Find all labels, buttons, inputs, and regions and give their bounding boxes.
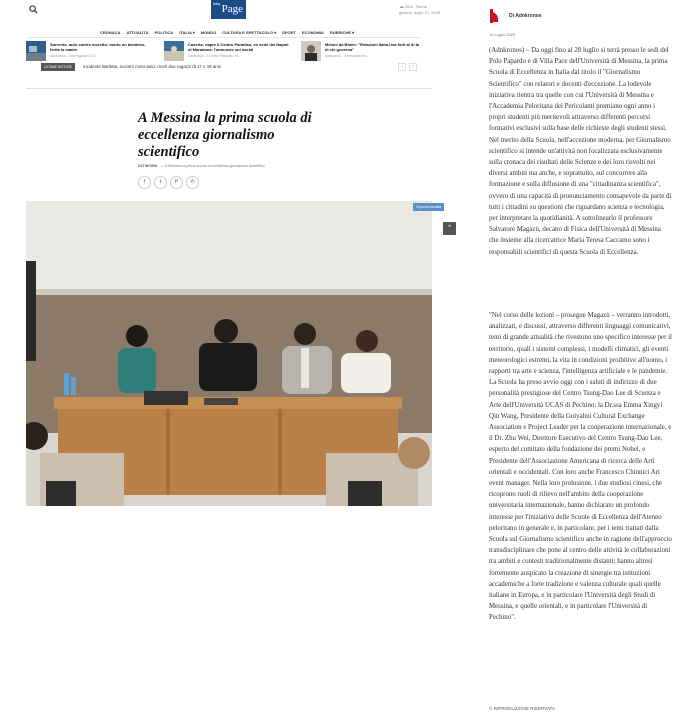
top-bar xyxy=(0,0,468,24)
copyright-notice: © RIPRODUZIONE RISERVATA xyxy=(489,706,556,711)
author-name[interactable]: Di Adnkronos xyxy=(509,13,542,19)
weather-date: giovedì, luglio 17, 2025 xyxy=(399,10,441,15)
news-item[interactable] xyxy=(301,41,420,61)
breadcrumb xyxy=(138,164,265,168)
twitter-icon[interactable]: t xyxy=(154,176,167,189)
logo-prefix: Italy xyxy=(213,1,221,6)
ticker-text[interactable]: Incidente Barletta, scontro moto-auto: morti due ragazzi di 17 e 19 anni xyxy=(83,64,222,69)
article-sidebar xyxy=(468,0,691,721)
news-thumbnail[interactable] xyxy=(164,41,184,61)
news-title[interactable]: Sorrento, auto contro muretto: morto un bambino, ferita la madre xyxy=(50,42,146,52)
nav-item-sport[interactable]: SPORT xyxy=(282,29,296,35)
nav-item-cronaca[interactable]: CRONACA xyxy=(100,29,121,35)
whatsapp-icon[interactable]: ✆ xyxy=(186,176,199,189)
nav-item-italia[interactable]: ITALIA ▾ xyxy=(179,29,195,35)
facebook-icon[interactable]: f xyxy=(138,176,151,189)
news-item[interactable] xyxy=(164,41,292,61)
share-bar xyxy=(138,176,199,189)
chevron-up-icon: ⌃ xyxy=(446,225,453,232)
news-title[interactable]: Caserta, riapre il Centro Paradiso, ex sede del Napoli di Maradona: l'annuncio sui social xyxy=(188,42,289,52)
breadcrumb-text: — A Messina la prima scuola di eccellenza giornalismo scientifico xyxy=(160,164,265,168)
nav-divider xyxy=(26,37,420,38)
weather-widget xyxy=(399,4,440,16)
news-thumbnail[interactable] xyxy=(26,41,46,61)
article-paragraph: (Adnkronos) – Da oggi fino al 28 luglio si terrà presso le sedi del Polo Papardo e di Villa Pace dell'Università di Messina, la prima Scuola di Eccellenza in Italia dal titolo il "Giornalismo Scientifico" con relatori e docenti d'eccezione. La lodevole iniziativa rientra tra quelle con cui l'Università di Messina e l'Accademia Peloritana dei Pericolanti premiano ogni anno i propri studenti più meritevoli attraverso differenti percorsi formativi esclusivi sulla base delle richieste degli studenti stessi. Nel merito della Scuola, nell'accezione moderna, per Giornalismo scientifico si intende un'attività non focalizzata esclusivamente sulla cronaca dei risultati delle Scienze e dei loro risvolti nei diversi ambiti ma anche, e soprattutto, sul concorrere alla formazione e sulla diffusione di una "cittadinanza scientifica", ovvero di una capacità di pronunciamento consapevole da parte di tutti i cittadini su questioni che riguardano scienza e tecnologia, per interpretare la quotidianità. A sottolinearlo il professore Salvatore Magazù, decano di Fisica dell'Università di Messina che insieme alla ricercatrice Maria Teresa Caccamo sono i responsabili scientifici di questa Scuola di Eccellenza. xyxy=(489,47,672,256)
nav-item-cultura[interactable]: CULTURA E SPETTACOLO ▾ xyxy=(222,29,277,35)
nav-item-attualita[interactable]: ATTUALITÀ xyxy=(126,29,149,35)
nav-item-economia[interactable]: ECONOMIA xyxy=(301,29,324,35)
logo-text: Page xyxy=(221,3,243,15)
adnkronos-logo-icon xyxy=(490,9,500,23)
scroll-top-button[interactable] xyxy=(443,222,456,235)
pinterest-icon[interactable]: P xyxy=(170,176,183,189)
news-thumbnail[interactable] xyxy=(301,41,321,61)
section-divider xyxy=(26,88,432,89)
news-item[interactable] xyxy=(26,41,154,61)
cloud-icon: ☁ xyxy=(399,4,404,10)
sponsored-badge[interactable] xyxy=(413,203,444,211)
ticker-tag: ULTIME NOTIZIE xyxy=(41,63,75,71)
search-icon[interactable] xyxy=(29,5,38,14)
breadcrumb-tag[interactable]: ULTIM'ORA xyxy=(138,164,158,168)
news-strip xyxy=(26,41,420,63)
chevron-right-icon[interactable]: › xyxy=(409,63,417,71)
weather-temp: 26.8 xyxy=(405,4,413,9)
article-paragraph: "Nel corso delle lezioni – prosegue Magazù – verranno introdotti, analizzati, e discussi, attraverso differenti linguaggi comunicativi, temi di grande attualità che rivestono uno specifico interesse per il territorio, quali i sistemi complessi, i modelli climatici, gli eventi meteorologici estremi, la vita in condizioni proibitive all'uomo, i rapporti tra arte e scienza, l'intelligenza artificiale e le pandemie. La Scuola ha preso avvio oggi con i saluti di indirizzo di due personalità prestigiose del Centro Tsung-Dao Lee di Scienza e Arte dell'Università UCAS di Pechino: la Dr.ssa Emma Xingyi Qin Wang, Presidente della Guiyahui Cultural Exchange Association e Project Leader per la cooperazione internazionale, e il Dr. Zhu Wei, Direttore Esecutivo del Centro Tsung-Dao Lee, esperto del comitato della fondazione dei premi Nobel, e Presidente dell'Associazione Americana di ricerca delle Arti orientali e occidentali. Con loro anche Francesco Chinnici Art event manager. Nella loro prolusione, i due studiosi cinesi, che ricoprono ruoli di rilievo nell'ambito della cooperazione universitaria internazionale, hanno dichiarato un profondo interesse per l'iniziativa delle Scuole di Eccellenza dell'Ateneo peloritano in generale e, in particolare, per i temi trattati dalla Scuola sul Giornalismo scientifico anche in ragione dell'approccio transdisciplinare che pone al centro delle attività le collaborazioni tra ambiti e contesti tradizionalmente distanti; hanno altresì fortemente auspicato la creazione di sinergie tra istituzioni accademiche a forte tradizione e valenza culturale quali quelle italiane in Europa, e in particolare l'Università degli Studi di Messina, e quelle orientali, e in particolare l'Università di Pechino". xyxy=(489,312,672,622)
nav-item-politica[interactable]: POLITICA xyxy=(154,29,174,35)
chevron-left-icon[interactable]: ‹ xyxy=(398,63,406,71)
weather-city: Roma xyxy=(416,4,427,9)
site-logo[interactable] xyxy=(211,0,246,19)
article-title: A Messina la prima scuola di eccellenza giornalismo scientifico xyxy=(138,110,312,160)
nav-item-mondo[interactable]: MONDO xyxy=(200,29,217,35)
article-photo xyxy=(26,201,432,506)
main-nav xyxy=(100,27,360,37)
publish-date: 14 Luglio 2025 xyxy=(489,32,516,37)
news-title[interactable]: Meloni da Biden: "Relazioni Italia-Usa forti al di là di chi governa" xyxy=(325,42,419,52)
nav-item-rubriche[interactable]: RUBRICHE ▾ xyxy=(329,29,355,35)
news-source: Adnkronos - Il Centro Paradiso, ex... xyxy=(188,54,242,58)
news-source: Adnkronos - Una ragazza di 13... xyxy=(50,54,99,58)
conference-photo xyxy=(26,201,432,506)
news-source: Adnkronos - "Le relazioni tra... xyxy=(325,54,370,58)
news-ticker xyxy=(41,63,420,71)
sponsored-label: Sponsorizzata xyxy=(416,204,442,209)
